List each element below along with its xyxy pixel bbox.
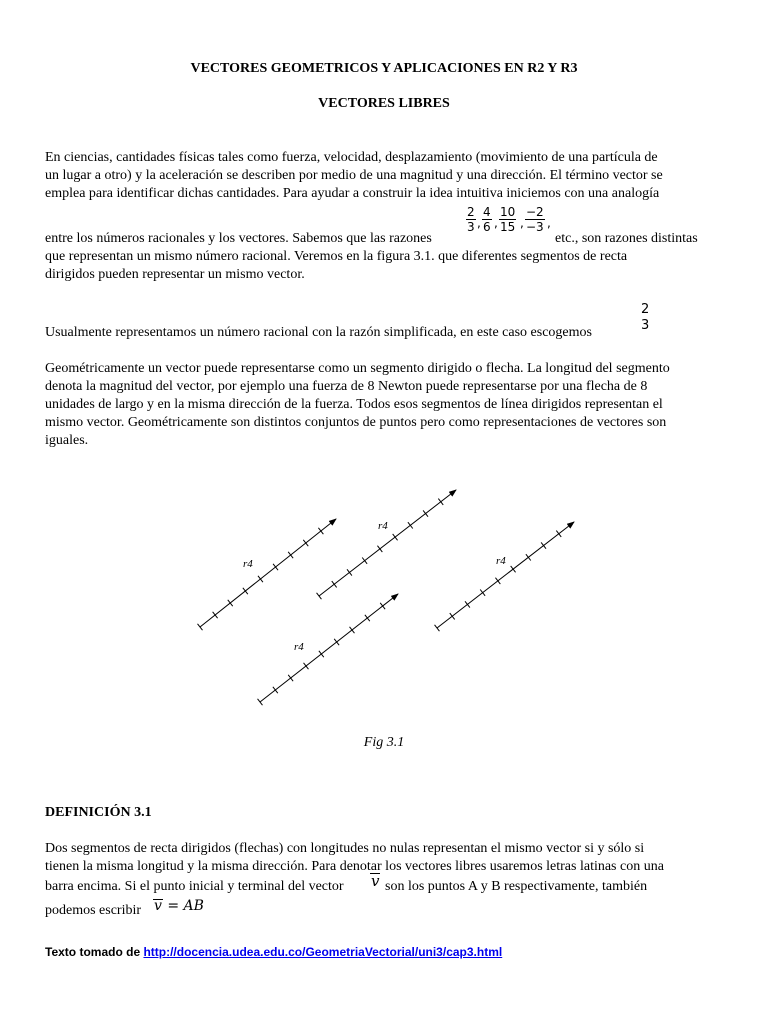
text-line: son los puntos A y B respectivamente, también [385, 879, 648, 894]
fraction-numerator: 2 [641, 302, 650, 317]
text-line: Geométricamente un vector puede representarse como un segmento dirigido o flecha. La longitud del segmento [45, 361, 670, 376]
tick-mark [423, 510, 428, 516]
tick-mark [362, 558, 367, 564]
source-link[interactable]: http://docencia.udea.edu.co/GeometriaVectorial/uni3/cap3.html [143, 945, 503, 959]
text-line: mismo vector. Geométricamente son distintos conjuntos de puntos pero como representaciones de vectores son [45, 415, 667, 430]
tick-mark [318, 528, 323, 534]
paragraph-intro [45, 149, 725, 203]
tick-mark [541, 542, 546, 548]
text-line: denota la magnitud del vector, por ejemplo una fuerza de 8 Newton puede representarse por una flecha de 8 [45, 379, 648, 394]
text-line: En ciencias, cantidades físicas tales como fuerza, velocidad, desplazamiento (movimiento de una partícula de [45, 150, 658, 165]
tick-mark [304, 663, 309, 669]
tick-mark [408, 522, 413, 528]
tick-mark [317, 593, 322, 599]
fraction [466, 205, 476, 234]
fraction-denominator: 3 [641, 318, 650, 333]
tick-mark [365, 615, 370, 621]
vector-arrow [319, 490, 456, 596]
paragraph-geometric [45, 360, 725, 450]
tick-mark [350, 627, 355, 633]
figure-vectors [0, 470, 768, 710]
paragraph-racionales [45, 248, 725, 284]
tick-mark [258, 699, 263, 705]
paragraph-simplified: Usualmente representamos un número racional con la razón simplificada, en este caso escogemos [45, 325, 592, 340]
equation-rhs: = AB [167, 898, 204, 914]
section-subtitle: VECTORES LIBRES [318, 96, 450, 111]
fraction-denominator: −3 [526, 220, 544, 234]
separator: , [547, 216, 551, 230]
tick-mark [303, 540, 308, 546]
tick-mark [380, 603, 385, 609]
tick-mark [288, 552, 293, 558]
tick-mark [526, 554, 531, 560]
figure-caption: Fig 3.1 [363, 735, 405, 750]
tick-mark [332, 581, 337, 587]
separator: , [520, 216, 524, 230]
vector-label: r4 [378, 520, 388, 532]
tick-mark [511, 566, 516, 572]
vector-arrow [260, 594, 398, 702]
text-line: etc., son razones distintas [555, 231, 698, 246]
tick-mark [243, 588, 248, 594]
fraction-numerator: 4 [483, 205, 491, 219]
fraction-numerator: 2 [467, 205, 475, 219]
tick-mark [319, 651, 324, 657]
text-line: tienen la misma longitud y la misma dirección. Para denotar los vectores libres usaremos letras latinas con una [45, 859, 664, 874]
text-line: dirigidos pueden representar un mismo vector. [45, 267, 305, 282]
fraction-numerator: 10 [500, 205, 516, 219]
fraction [499, 205, 516, 234]
fraction [525, 205, 545, 234]
tick-mark [213, 612, 218, 618]
vector-arrow [437, 522, 574, 628]
tick-mark [435, 625, 440, 631]
text-line: iguales. [45, 433, 89, 448]
vector-symbol-text: v [154, 898, 162, 914]
tick-mark [347, 569, 352, 575]
tick-mark [334, 639, 339, 645]
fraction-denominator: 3 [467, 220, 475, 234]
tick-mark [198, 624, 203, 630]
text-line: Dos segmentos de recta dirigidos (flechas) con longitudes no nulas representan el mismo vector si y sólo si [45, 841, 645, 856]
text-line: que representan un mismo número racional. Veremos en la figura 3.1. que diferentes segmentos de recta [45, 249, 628, 264]
tick-mark [556, 531, 561, 537]
fraction [482, 205, 492, 234]
vector-equation [153, 898, 204, 914]
fraction-numerator: −2 [526, 205, 544, 219]
text-line: emplea para identificar dichas cantidades. Para ayudar a construir la idea intuitiva iniciemos con una analogía [45, 186, 660, 201]
tick-mark [273, 564, 278, 570]
tick-mark [438, 499, 443, 505]
vector-label: r4 [294, 641, 304, 653]
vector-symbol-text: v [371, 872, 380, 890]
text-line: podemos escribir [45, 903, 142, 918]
source-prefix: Texto tomado de [45, 945, 144, 959]
tick-mark [480, 590, 485, 596]
tick-mark [288, 675, 293, 681]
definition-title: DEFINICIÓN 3.1 [45, 805, 152, 820]
fraction-denominator: 6 [483, 220, 491, 234]
separator: , [494, 216, 498, 230]
tick-mark [258, 576, 263, 582]
tick-mark [495, 578, 500, 584]
tick-mark [465, 601, 470, 607]
tick-mark [450, 613, 455, 619]
fraction-denominator: 15 [500, 220, 516, 234]
vector-arrow [200, 519, 336, 627]
tick-mark [273, 687, 278, 693]
text-line: barra encima. Si el punto inicial y terminal del vector [45, 879, 344, 894]
vector-label: r4 [243, 558, 253, 570]
vector-v-symbol [370, 872, 380, 890]
tick-mark [228, 600, 233, 606]
vector-label: r4 [496, 555, 506, 567]
fraction [640, 302, 650, 334]
text-line: unidades de largo y en la misma dirección de la fuerza. Todos esos segmentos de línea dirigidos representan el [45, 397, 663, 412]
text-line: entre los números racionales y los vectores. Sabemos que las razones [45, 231, 432, 246]
separator: , [477, 216, 481, 230]
text-line: un lugar a otro) y la aceleración se describen por medio de una magnitud y una dirección. El término vector se [45, 168, 663, 183]
source-citation [45, 945, 502, 959]
tick-mark [377, 546, 382, 552]
definition-body [45, 840, 725, 876]
tick-mark [393, 534, 398, 540]
document-title: VECTORES GEOMETRICOS Y APLICACIONES EN R2 Y R3 [190, 61, 578, 76]
